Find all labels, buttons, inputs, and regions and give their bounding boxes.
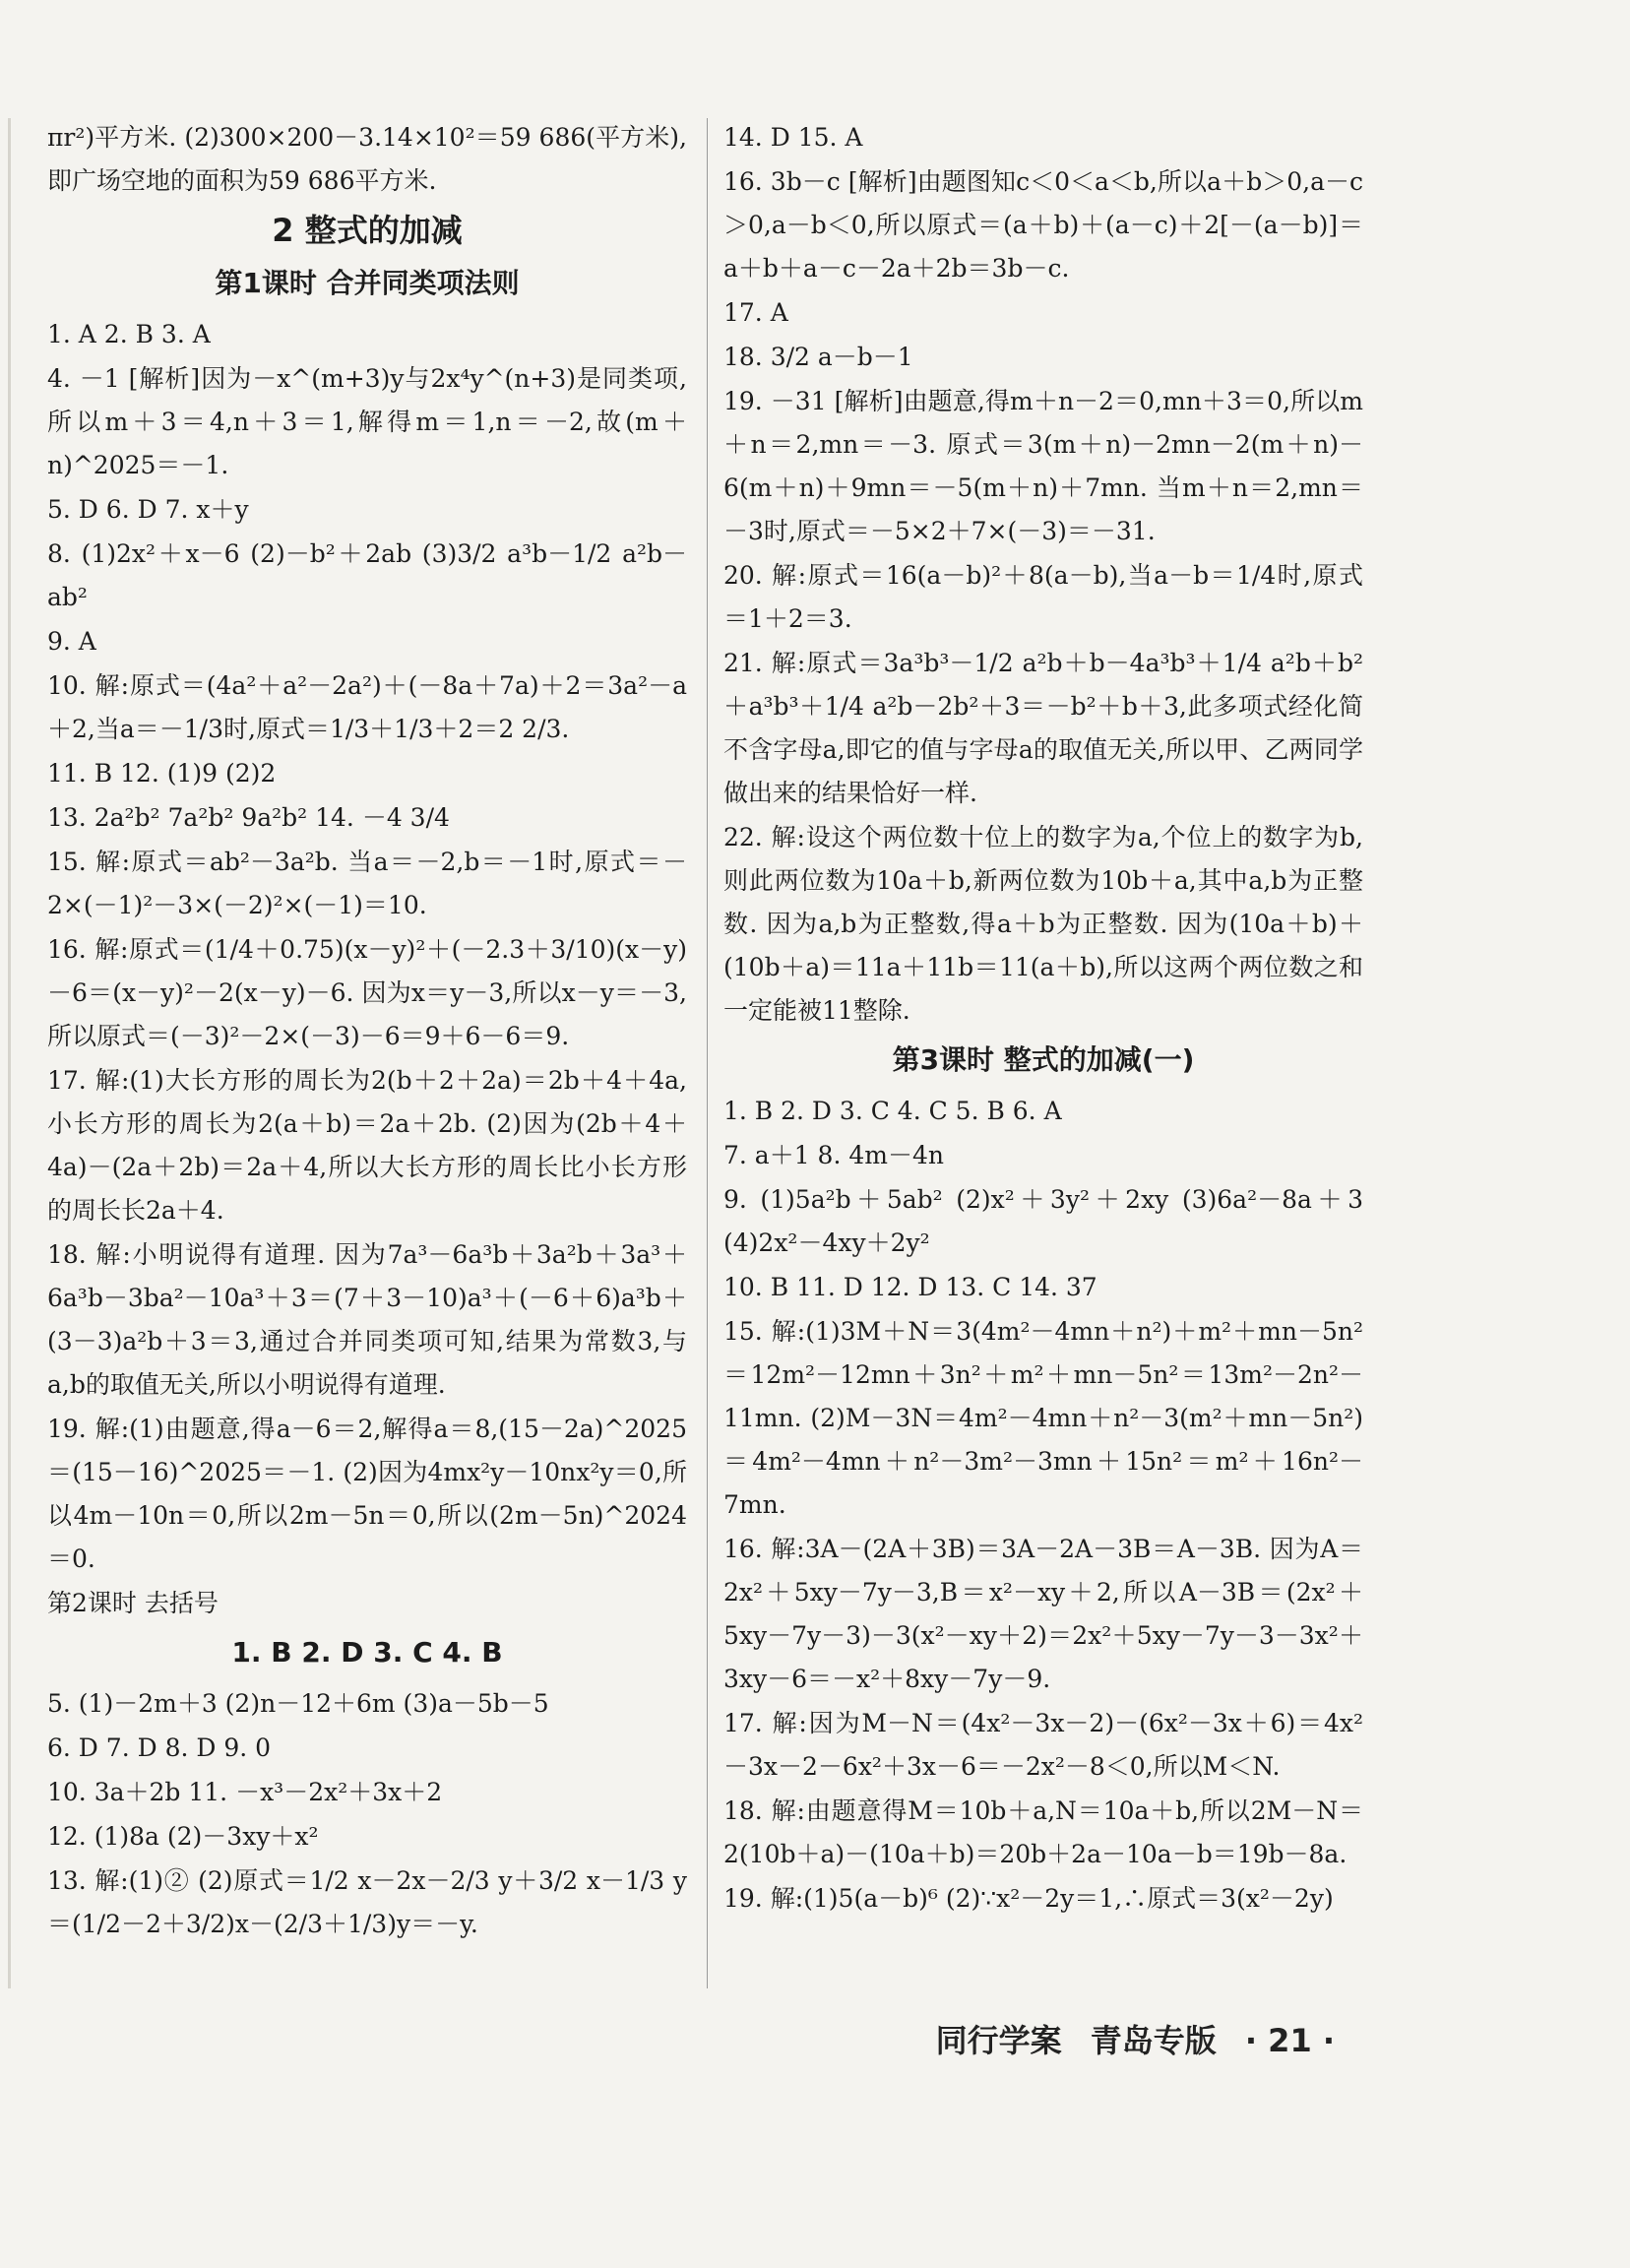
answer-line: 16. 解:3A－(2A＋3B)＝3A－2A－3B＝A－3B. 因为A＝2x²＋5xy－7y－3,B＝x²－xy＋2,所以A－3B＝(2x²＋5xy－7y－3)－3(x²－xy＋2)＝2x²＋5xy－7y－3－3x²＋3xy－6＝－x²＋8xy－7y－9. xyxy=(723,1535,1363,1693)
answer-line: 9. A xyxy=(47,627,96,656)
chapter-title: 2 整式的加减 xyxy=(272,212,463,249)
answer-line: 16. 解:原式＝(1/4＋0.75)(x－y)²＋(－2.3＋3/10)(x－y)－6＝(x－y)²－2(x－y)－6. 因为x＝y－3,所以x－y＝－3,所以原式＝(－3)²－2×(－3)－6＝9＋6－6＝9. xyxy=(47,935,687,1050)
answer-line: 10. B 11. D 12. D 13. C 14. 37 xyxy=(723,1273,1097,1301)
answer-line: 22. 解:设这个两位数十位上的数字为a,个位上的数字为b,则此两位数为10a＋b,新两位数为10b＋a,其中a,b为正整数. 因为a,b为正整数,得a＋b为正整数. 因为(10a＋b)＋(10b＋a)＝11a＋11b＝11(a＋b),所以这两个两位数之和一定能被11整除. xyxy=(723,823,1363,1025)
page-footer xyxy=(918,2016,1335,2061)
answer-line: 17. 解:因为M－N＝(4x²－3x－2)－(6x²－3x＋6)＝4x²－3x－2－6x²＋3x－6＝－2x²－8＜0,所以M＜N. xyxy=(723,1709,1363,1781)
answer-line: 20. 解:原式＝16(a－b)²＋8(a－b),当a－b＝1/4时,原式＝1＋2＝3. xyxy=(723,561,1363,633)
answer-line: 1. A 2. B 3. A xyxy=(47,320,211,348)
footer-book-title: 同行学案 xyxy=(935,2022,1062,2059)
answer-line: 5. (1)－2m＋3 (2)n－12＋6m (3)a－5b－5 xyxy=(47,1689,549,1718)
answer-line: 19. －31 [解析]由题意,得m＋n－2＝0,mn＋3＝0,所以m＋n＝2,mn＝－3. 原式＝3(m＋n)－2mn－2(m＋n)－6(m＋n)＋9mn＝－5(m＋n)＋7mn. 当m＋n＝2,mn＝－3时,原式＝－5×2＋7×(－3)＝－31. xyxy=(723,387,1363,545)
answer-line: 14. D 15. A xyxy=(723,123,863,152)
answer-line: 13. 2a²b² 7a²b² 9a²b² 14. －4 3/4 xyxy=(47,803,450,832)
answer-line: 4. －1 [解析]因为－x^(m+3)y与2x⁴y^(n+3)是同类项,所以m＋3＝4,n＋3＝1,解得m＝1,n＝－2,故(m＋n)^2025＝－1. xyxy=(47,364,687,479)
answer-line: 19. 解:(1)5(a－b)⁶ (2)∵x²－2y＝1,∴原式＝3(x²－2y) xyxy=(723,1884,1334,1913)
answer-line: 16. 3b－c [解析]由题图知c＜0＜a＜b,所以a＋b＞0,a－c＞0,a－b＜0,所以原式＝(a＋b)＋(a－c)＋2[－(a－b)]＝a＋b＋a－c－2a＋2b＝3b－c. xyxy=(723,167,1363,283)
binding-edge xyxy=(8,118,11,1988)
answer-line: 18. 解:由题意得M＝10b＋a,N＝10a＋b,所以2M－N＝2(10b＋a)－(10a＋b)＝20b＋2a－10a－b＝19b－8a. xyxy=(723,1796,1363,1868)
column-divider xyxy=(707,118,708,1988)
answer-line: 1. B 2. D 3. C 4. C 5. B 6. A xyxy=(723,1097,1062,1125)
answer-line: 17. 解:(1)大长方形的周长为2(b＋2＋2a)＝2b＋4＋4a,小长方形的周长为2(a＋b)＝2a＋2b. (2)因为(2b＋4＋4a)－(2a＋2b)＝2a＋4,所以大长方形的周长比小长方形的周长长2a＋4. xyxy=(47,1066,687,1225)
answer-line: 10. 3a＋2b 11. －x³－2x²＋3x＋2 xyxy=(47,1778,443,1806)
left-column xyxy=(47,116,687,1947)
answer-line: 12. (1)8a (2)－3xy＋x² xyxy=(47,1822,319,1851)
answer-line: 6. D 7. D 8. D 9. 0 xyxy=(47,1733,272,1762)
answer-line: 11. B 12. (1)9 (2)2 xyxy=(47,759,277,788)
answer-line: 5. D 6. D 7. x＋y xyxy=(47,495,249,524)
answer-line: πr²)平方米. (2)300×200－3.14×10²＝59 686(平方米),即广场空地的面积为59 686平方米. xyxy=(47,123,687,195)
answer-line: 15. 解:(1)3M＋N＝3(4m²－4mn＋n²)＋m²＋mn－5n²＝12m²－12mn＋3n²＋m²＋mn－5n²＝13m²－2n²－11mn. (2)M－3N＝4m²－4mn＋n²－3(m²＋mn－5n²)＝4m²－4mn＋n²－3m²－3mn＋15n²＝m²＋16n²－7mn. xyxy=(723,1317,1363,1519)
lesson-title: 1. B 2. D 3. C 4. B xyxy=(231,1636,503,1669)
answer-line: 15. 解:原式＝ab²－3a²b. 当a＝－2,b＝－1时,原式＝－2×(－1)²－3×(－2)²×(－1)＝10. xyxy=(47,848,687,919)
answer-line: 10. 解:原式＝(4a²＋a²－2a²)＋(－8a＋7a)＋2＝3a²－a＋2,当a＝－1/3时,原式＝1/3＋1/3＋2＝2 2/3. xyxy=(47,671,687,743)
lesson-title: 第3课时 整式的加减(一) xyxy=(892,1043,1195,1076)
answer-line: 7. a＋1 8. 4m－4n xyxy=(723,1141,944,1169)
answer-line: 17. A xyxy=(723,298,788,327)
footer-edition: 青岛专版 xyxy=(1090,2022,1217,2059)
answer-line: 9. (1)5a²b＋5ab² (2)x²＋3y²＋2xy (3)6a²－8a＋3 (4)2x²－4xy＋2y² xyxy=(723,1185,1363,1257)
answer-line: 13. 解:(1)② (2)原式＝1/2 x－2x－2/3 y＋3/2 x－1/3 y＝(1/2－2＋3/2)x－(2/3＋1/3)y＝－y. xyxy=(47,1866,687,1938)
answer-line: 18. 3/2 a－b－1 xyxy=(723,343,913,371)
page-number: · 21 · xyxy=(1244,2022,1335,2059)
answer-line: 8. (1)2x²＋x－6 (2)－b²＋2ab (3)3/2 a³b－1/2 a²b－ab² xyxy=(47,539,687,611)
right-column xyxy=(723,116,1363,1921)
answer-line: 第2课时 去括号 xyxy=(47,1589,219,1617)
lesson-title: 第1课时 合并同类项法则 xyxy=(215,267,520,299)
answer-line: 21. 解:原式＝3a³b³－1/2 a²b＋b－4a³b³＋1/4 a²b＋b²＋a³b³＋1/4 a²b－2b²＋3＝－b²＋b＋3,此多项式经化简不含字母a,即它的值与字母a的取值无关,所以甲、乙两同学做出来的结果恰好一样. xyxy=(723,649,1363,807)
answer-line: 19. 解:(1)由题意,得a－6＝2,解得a＝8,(15－2a)^2025＝(15－16)^2025＝－1. (2)因为4mx²y－10nx²y＝0,所以4m－10n＝0,所以2m－5n＝0,所以(2m－5n)^2024＝0. xyxy=(47,1415,687,1573)
answer-line: 18. 解:小明说得有道理. 因为7a³－6a³b＋3a²b＋3a³＋6a³b－3ba²－10a³＋3＝(7＋3－10)a³＋(－6＋6)a³b＋(3－3)a²b＋3＝3,通过合并同类项可知,结果为常数3,与a,b的取值无关,所以小明说得有道理. xyxy=(47,1240,687,1399)
